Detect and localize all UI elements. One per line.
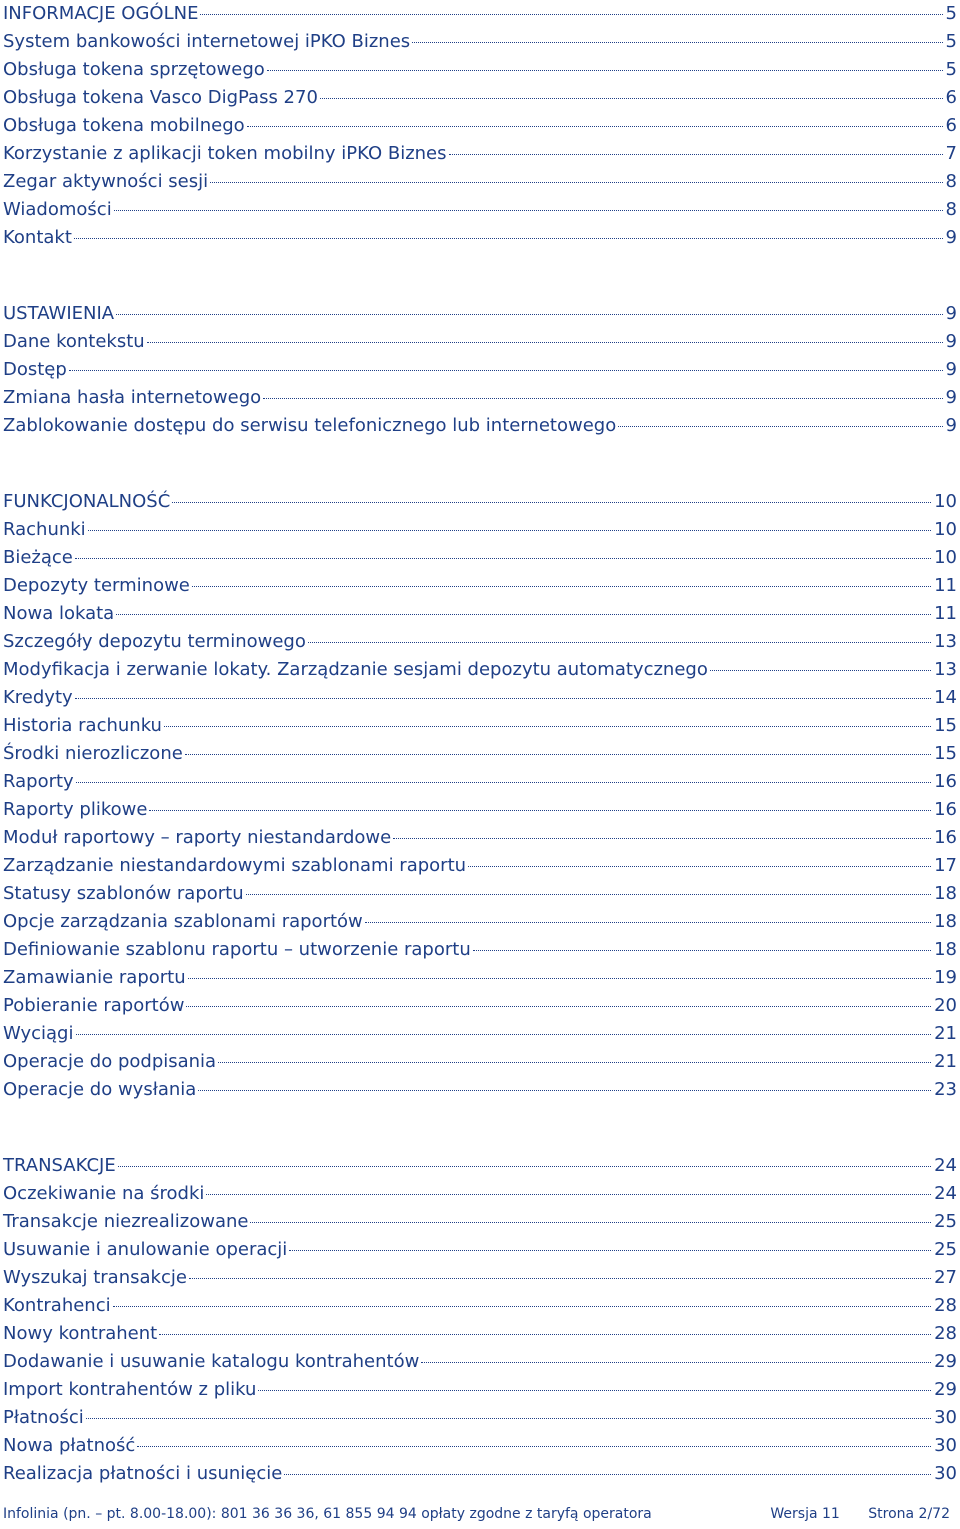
dot-leader [206,1194,931,1195]
toc-entry-page-number: 9 [945,359,957,380]
dot-leader [263,398,942,399]
toc-entry-label: TRANSAKCJE [3,1155,116,1176]
dot-leader [76,782,931,783]
toc-section [3,0,957,252]
toc-section-heading[interactable] [3,0,957,28]
dot-leader [74,238,943,239]
toc-entry-label: Obsługa tokena sprzętowego [3,59,265,80]
dot-leader [412,42,942,43]
toc-entry[interactable] [3,936,957,964]
toc-entry[interactable] [3,328,957,356]
dot-leader [250,1222,931,1223]
dot-leader [75,558,931,559]
dot-leader [149,810,931,811]
toc-entry-page-number: 21 [934,1023,957,1044]
toc-entry[interactable] [3,1292,957,1320]
toc-entry-page-number: 16 [934,771,957,792]
toc-entry-page-number: 23 [934,1079,957,1100]
toc-entry-label: FUNKCJONALNOŚĆ [3,491,171,512]
toc-section [3,488,957,1104]
toc-entry[interactable] [3,600,957,628]
toc-entry-page-number: 9 [945,303,957,324]
footer-infoline: Infolinia (pn. – pt. 8.00-18.00): 801 36 36 36, 61 855 94 94 opłaty zgodne z taryfą operatora [3,1506,652,1522]
toc-section [3,300,957,440]
toc-entry-page-number: 15 [934,743,957,764]
toc-entry[interactable] [3,28,957,56]
toc-entry-page-number: 8 [945,199,957,220]
toc-section [3,1152,957,1488]
dot-leader [88,530,931,531]
toc-entry[interactable] [3,740,957,768]
toc-entry[interactable] [3,196,957,224]
toc-entry-label: Rachunki [3,519,86,540]
toc-entry-page-number: 13 [934,659,957,680]
toc-entry-label: Statusy szablonów raportu [3,883,244,904]
toc-entry-page-number: 18 [934,883,957,904]
toc-entry[interactable] [3,1076,957,1104]
dot-leader [393,838,931,839]
toc-entry-label: Transakcje niezrealizowane [3,1211,249,1232]
toc-entry-page-number: 9 [945,415,957,436]
toc-entry-label: Pobieranie raportów [3,995,185,1016]
table-of-contents [3,0,957,1488]
toc-entry-label: Raporty [3,771,74,792]
toc-entry-label: Realizacja płatności i usunięcie [3,1463,283,1484]
dot-leader [246,894,931,895]
dot-leader [186,1006,931,1007]
toc-entry-label: Wiadomości [3,199,112,220]
toc-entry-page-number: 11 [934,575,957,596]
toc-entry-label: Import kontrahentów z pliku [3,1379,257,1400]
toc-entry-page-number: 8 [945,171,957,192]
toc-entry-page-number: 9 [945,387,957,408]
toc-entry-label: Kontakt [3,227,72,248]
toc-entry[interactable] [3,1432,957,1460]
toc-entry-label: Nowa lokata [3,603,115,624]
toc-entry-label: Wyszukaj transakcje [3,1267,187,1288]
toc-entry-label: Operacje do wysłania [3,1079,197,1100]
toc-entry-page-number: 18 [934,939,957,960]
toc-entry-label: Kredyty [3,687,73,708]
toc-entry[interactable] [3,1320,957,1348]
dot-leader [137,1446,931,1447]
toc-entry[interactable] [3,712,957,740]
toc-entry-label: Moduł raportowy – raporty niestandardowe [3,827,392,848]
footer-version: Wersja 11 [770,1506,840,1522]
dot-leader [147,342,943,343]
toc-entry-label: Operacje do podpisania [3,1051,217,1072]
toc-entry-page-number: 17 [934,855,957,876]
toc-entry-page-number: 6 [945,87,957,108]
toc-entry-page-number: 29 [934,1351,957,1372]
toc-entry-label: Dodawanie i usuwanie katalogu kontrahentów [3,1351,420,1372]
dot-leader [218,1062,931,1063]
toc-entry[interactable] [3,824,957,852]
toc-entry-page-number: 25 [934,1211,957,1232]
toc-entry-page-number: 29 [934,1379,957,1400]
dot-leader [116,614,931,615]
toc-entry[interactable] [3,84,957,112]
toc-entry-page-number: 27 [934,1267,957,1288]
toc-entry[interactable] [3,1236,957,1264]
toc-entry-label: Zablokowanie dostępu do serwisu telefonicznego lub internetowego [3,415,617,436]
dot-leader [289,1250,931,1251]
dot-leader [258,1390,931,1391]
toc-entry-label: System bankowości internetowej iPKO Biznes [3,31,411,52]
toc-entry-page-number: 5 [945,59,957,80]
toc-entry-page-number: 21 [934,1051,957,1072]
toc-entry-page-number: 14 [934,687,957,708]
toc-entry-page-number: 10 [934,519,957,540]
toc-entry[interactable] [3,1180,957,1208]
toc-entry-page-number: 10 [934,547,957,568]
toc-entry-page-number: 9 [945,227,957,248]
toc-entry-label: Modyfikacja i zerwanie lokaty. Zarządzanie sesjami depozytu automatycznego [3,659,708,680]
toc-entry-page-number: 20 [934,995,957,1016]
toc-entry-page-number: 13 [934,631,957,652]
toc-entry[interactable] [3,908,957,936]
toc-entry[interactable] [3,544,957,572]
toc-entry-page-number: 5 [945,3,957,24]
toc-entry-page-number: 30 [934,1435,957,1456]
toc-entry-label: Definiowanie szablonu raportu – utworzenie raportu [3,939,471,960]
toc-entry-page-number: 24 [934,1155,957,1176]
toc-entry[interactable] [3,1376,957,1404]
toc-entry[interactable] [3,1020,957,1048]
toc-entry[interactable] [3,140,957,168]
dot-leader [320,98,943,99]
toc-entry[interactable] [3,1264,957,1292]
toc-entry[interactable] [3,356,957,384]
toc-entry-label: Obsługa tokena Vasco DigPass 270 [3,87,318,108]
toc-section-heading[interactable] [3,300,957,328]
toc-entry-page-number: 16 [934,799,957,820]
toc-entry[interactable] [3,112,957,140]
dot-leader [267,70,943,71]
dot-leader [421,1362,931,1363]
dot-leader [185,754,931,755]
dot-leader [86,1418,931,1419]
toc-entry-label: Zmiana hasła internetowego [3,387,262,408]
dot-leader [69,370,943,371]
dot-leader [308,642,931,643]
dot-leader [189,1278,931,1279]
toc-entry-page-number: 28 [934,1323,957,1344]
toc-entry[interactable] [3,656,957,684]
toc-entry[interactable] [3,964,957,992]
toc-entry[interactable] [3,852,957,880]
toc-entry-page-number: 7 [945,143,957,164]
dot-leader [164,726,931,727]
dot-leader [159,1334,931,1335]
toc-entry-page-number: 28 [934,1295,957,1316]
toc-entry-label: Płatności [3,1407,84,1428]
dot-leader [192,586,931,587]
toc-entry-label: Usuwanie i anulowanie operacji [3,1239,288,1260]
footer-page-number: Strona 2/72 [868,1506,950,1522]
toc-entry-label: Kontrahenci [3,1295,111,1316]
toc-entry-label: Raporty plikowe [3,799,148,820]
toc-entry-label: Dostęp [3,359,67,380]
toc-entry[interactable] [3,1404,957,1432]
dot-leader [200,14,942,15]
dot-leader [172,502,931,503]
toc-entry-page-number: 30 [934,1407,957,1428]
toc-entry-page-number: 5 [945,31,957,52]
toc-entry-page-number: 16 [934,827,957,848]
toc-entry-page-number: 11 [934,603,957,624]
toc-entry-label: Historia rachunku [3,715,162,736]
dot-leader [210,182,942,183]
dot-leader [468,866,931,867]
toc-entry-page-number: 24 [934,1183,957,1204]
toc-entry[interactable] [3,880,957,908]
toc-entry[interactable] [3,992,957,1020]
toc-entry[interactable] [3,224,957,252]
dot-leader [473,950,931,951]
toc-entry-label: Korzystanie z aplikacji token mobilny iPKO Biznes [3,143,447,164]
toc-entry[interactable] [3,1208,957,1236]
toc-entry[interactable] [3,684,957,712]
toc-entry-label: Nowa płatność [3,1435,136,1456]
dot-leader [247,126,943,127]
dot-leader [118,1166,931,1167]
dot-leader [116,314,942,315]
toc-entry[interactable] [3,516,957,544]
dot-leader [618,426,942,427]
toc-entry-label: INFORMACJE OGÓLNE [3,3,199,24]
toc-entry-page-number: 18 [934,911,957,932]
toc-entry[interactable] [3,1460,957,1488]
dot-leader [75,698,931,699]
dot-leader [114,210,943,211]
toc-entry-label: Zarządzanie niestandardowymi szablonami raportu [3,855,467,876]
toc-entry-label: Opcje zarządzania szablonami raportów [3,911,363,932]
toc-entry-page-number: 30 [934,1463,957,1484]
dot-leader [710,670,931,671]
toc-entry-label: Depozyty terminowe [3,575,190,596]
toc-entry-label: Nowy kontrahent [3,1323,158,1344]
toc-entry-label: Środki nierozliczone [3,743,183,764]
toc-entry-label: Zamawianie raportu [3,967,186,988]
toc-entry[interactable] [3,1048,957,1076]
dot-leader [113,1306,931,1307]
dot-leader [188,978,931,979]
toc-entry-label: Szczegóły depozytu terminowego [3,631,306,652]
toc-entry[interactable] [3,56,957,84]
toc-entry-label: Oczekiwanie na środki [3,1183,205,1204]
dot-leader [198,1090,931,1091]
toc-entry-page-number: 19 [934,967,957,988]
toc-entry[interactable] [3,768,957,796]
toc-entry-page-number: 25 [934,1239,957,1260]
toc-section-heading[interactable] [3,1152,957,1180]
toc-entry-page-number: 15 [934,715,957,736]
toc-entry-label: Zegar aktywności sesji [3,171,209,192]
dot-leader [284,1474,931,1475]
toc-entry[interactable] [3,628,957,656]
toc-entry-page-number: 6 [945,115,957,136]
dot-leader [76,1034,932,1035]
toc-entry[interactable] [3,384,957,412]
toc-entry-page-number: 9 [945,331,957,352]
toc-entry-label: Dane kontekstu [3,331,145,352]
page-footer [3,1502,950,1526]
toc-entry-label: Bieżące [3,547,73,568]
toc-entry-page-number: 10 [934,491,957,512]
dot-leader [365,922,931,923]
toc-entry[interactable] [3,796,957,824]
toc-entry-label: USTAWIENIA [3,303,115,324]
toc-entry-label: Obsługa tokena mobilnego [3,115,245,136]
toc-entry[interactable] [3,412,957,440]
footer-meta [770,1506,950,1522]
dot-leader [449,154,943,155]
toc-entry[interactable] [3,1348,957,1376]
toc-entry-label: Wyciągi [3,1023,74,1044]
toc-entry[interactable] [3,168,957,196]
toc-entry[interactable] [3,572,957,600]
toc-section-heading[interactable] [3,488,957,516]
